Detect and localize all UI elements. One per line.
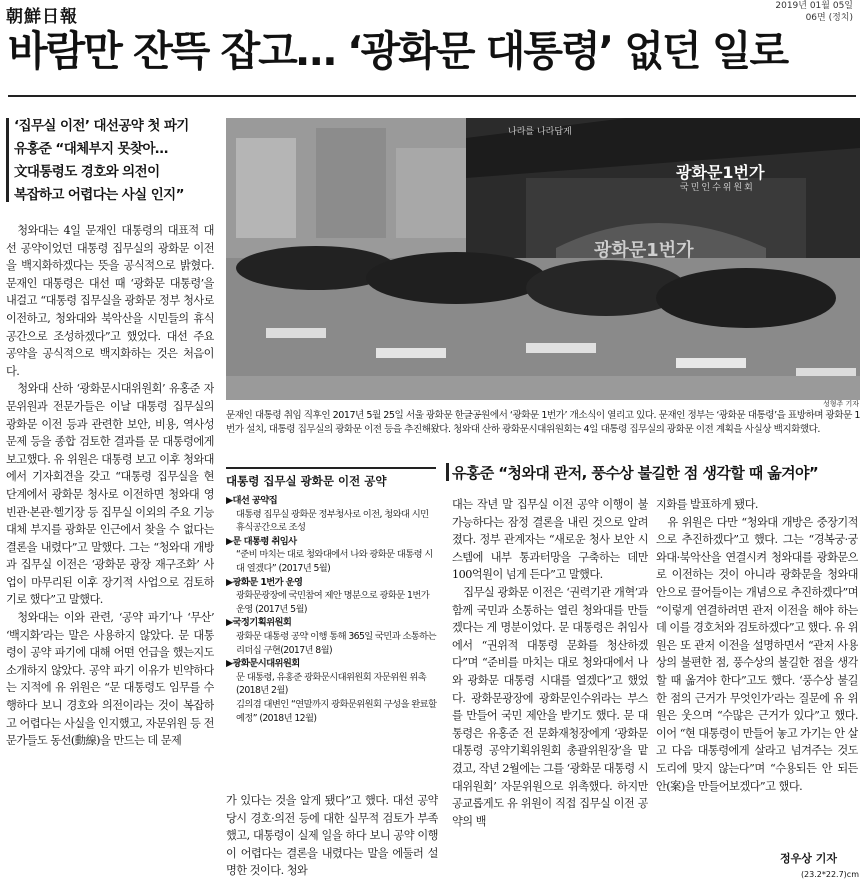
paragraph: 가 있다는 것을 알게 됐다”고 했다. 대선 공약 당시 경호·의전 등에 대한 실무적 검토가 부족했고, 대통령이 실제 일을 하다 보니 공약 이행이 어렵다는 결론을 내렸다는 말을 에둘러 설명한 것이다. 청와 <box>226 794 438 878</box>
headline: 바람만 잔뜩 잡고… ‘광화문 대통령’ 없던 일로 <box>8 27 788 75</box>
timeline-heading: ▶국정기획위원회 <box>226 617 292 629</box>
article-column-2 <box>226 792 438 880</box>
subhead-line: 文대통령도 경호와 의전이 <box>14 164 160 180</box>
paragraph: 청와대는 4일 문재인 대통령의 대표적 대선 공약이었던 대통령 집무실의 광화문 이전을 백지화하겠다는 뜻을 공식적으로 밝혔다. 문재인 대통령은 대선 때 ‘광화문 대통령’을 내걸고 “대통령 집무실을 광화문 정부 청사로 이전하고, 청와대와 북악산을 시민들의 휴식 공간으로 조성하겠다”고 했었다. 대선 주요 공약을 공식적으로 백지화하는 것은 처음이다. <box>6 224 214 378</box>
byline: 정우상 기자 <box>780 852 837 865</box>
paragraph: 집무실 광화문 이전은 ‘권력기관 개혁’과 함께 국민과 소통하는 열린 청와대를 만들겠다는 게 명분이었다. 문 대통령은 취임사에서 “권위적 대통령 문화를 청산하겠다”며 “준비를 마치는 대로 청와대에서 나와 광화문 대통령 시대를 열겠다”고 했었다. 광화문광장에 광화문인수위라는 부스를 만들어 국민 제안을 받기도 했다. 문 대통령은 유홍준 전 문화재청장에게 ‘광화문대통령 공약기획위원회 총괄위원장’을 맡겼고, 작년 2월에는 그를 ‘광화문 대통령 시대위원회’ 자문위원으로 위촉했다. 하지만 공교롭게도 유 위원이 직접 집무실 이전 공약의 백 <box>452 585 648 828</box>
section-title: 유홍준 “청와대 관저, 풍수상 불길한 점 생각할 때 옮겨야” <box>452 464 819 482</box>
timeline-detail: 김의겸 대변인 “연말까지 광화문위원회 구성을 완료할 예정” (2018년 12월) <box>236 698 437 724</box>
page-number: 06면 (정치) <box>805 13 853 23</box>
date-info <box>775 0 853 24</box>
timeline-heading: ▶광화문시대위원회 <box>226 658 300 670</box>
event-photo <box>226 118 860 400</box>
paragraph: 지화를 발표하게 됐다. <box>656 498 758 511</box>
headline-rule <box>8 95 856 97</box>
banner-subtitle: 국민인수위원회 <box>680 183 755 193</box>
subhead-line: 복잡하고 어렵다는 사실 인지” <box>14 187 184 203</box>
timeline-detail: “준비 마치는 대로 청와대에서 나와 광화문 대통령 시대 열겠다” (2017년 5월) <box>236 549 433 574</box>
timeline-heading: ▶문 대통령 취임사 <box>226 535 297 547</box>
paragraph: 대는 작년 말 집무실 이전 공약 이행이 불가능하다는 잠정 결론을 내린 것으로 알려졌다. 정부 관계자는 “새로운 청사 보안 시스템에 내부 통과터망을 구축하는 데만 100억원이 넘게 든다”고 말했다. <box>452 498 648 582</box>
article-column-3 <box>452 496 648 880</box>
timeline-detail: 광화문광장에 국민참여 제안 명분으로 광화문 1번가 운영 (2017년 5월) <box>236 590 430 615</box>
timeline-heading: ▶광화문 1번가 운영 <box>226 576 303 588</box>
timeline-heading: ▶대선 공약집 <box>226 495 278 506</box>
paragraph: 청와대 산하 ‘광화문시대위원회’ 유홍준 자문위원과 전문가들은 이날 대통령 집무실의 광화문 이전 등과 관련한 보안, 비용, 역사성 문제 등을 종합 검토한 결과를 문 대통령에게 보고했다. 유 위원은 대통령 보고 이후 청와대에서 기자회견을 갖고 “대통령 집무실을 현 단계에서 광화문 청사로 이전하면 청와대 영빈관·본관·헬기장 등 집무실 이외의 주요 기능 대체 부지를 광화문 인근에서 찾을 수 없다는 결론을 내렸다”고 말했다. 그는 “청와대 개방과 집무실 이전은 ‘광화문 광장 재구조화’ 사업이 마무리된 이후 장기적 사업으로 검토하기로 했다”고 말했다. <box>6 382 214 607</box>
subhead-line: 유홍준 “대체부지 못찾아… <box>14 141 168 157</box>
section-bar <box>446 463 449 481</box>
clipping-size: (23.2*22.7)cm <box>800 870 859 879</box>
timeline-box <box>226 494 438 725</box>
issue-date: 2019년 01월 05일 <box>775 1 853 11</box>
banner-title: 광화문1번가 <box>676 163 765 182</box>
subhead <box>14 115 219 207</box>
timeline-item <box>226 535 438 576</box>
article-column-4 <box>656 496 858 848</box>
timeline-detail: 광화문 대통령 공약 이행 통해 365일 국민과 소통하는 리더십 구현(2017년 8월) <box>236 630 437 656</box>
article-column-1 <box>6 222 214 880</box>
timeline-item <box>226 616 438 657</box>
timeline-box-title: 대통령 집무실 광화문 이전 공약 <box>226 474 387 488</box>
timeline-item <box>226 698 438 725</box>
timeline-item <box>226 494 438 535</box>
timeline-item <box>226 576 438 617</box>
banner-slogan: 나라를 나라답게 <box>508 127 572 137</box>
photo-illustration <box>226 118 860 400</box>
box-top-rule <box>226 467 436 469</box>
stage-sign: 광화문1번가 <box>594 240 694 261</box>
paragraph: 유 위원은 다만 “청와대 개방은 중장기적으로 추진하겠다”고 했다. 그는 “경복궁·궁와대·북악산을 연결시켜 청와대를 광화문으로 이전하는 것이 아니라 광화문을 청와대 안으로 끌어들이는 개념으로 추진하겠다”며 “이렇게 연결하려면 관저 이전을 해야 하는데 이를 경호처와 검토하겠다”고 했다. 유 위원은 또 관저 이전을 설명하면서 “관저 사용상의 불편한 점, 풍수상의 불길한 점을 생각할 때 옮겨야 한다”고도 했다. ‘풍수상 불길한 점의 근거가 무엇인가’라는 질문에 유 위원은 웃으며 “수많은 근거가 있다”고 했다. 이어 “현 대통령이 만들어 놓고 가기는 안 살고 다음 대통령에게 살라고 넘겨주는 것도 도리에 맞지 않는다”며 “수용되든 안 되든 안(案)을 만들어보겠다”고 했다. <box>656 515 858 793</box>
timeline-detail: 대통령 집무실 광화문 정부청사로 이전, 청와대 시민 휴식공간으로 조성 <box>236 508 429 534</box>
subhead-line: ‘집무실 이전’ 대선공약 첫 파기 <box>14 118 189 134</box>
paragraph: 청와대는 이와 관련, ‘공약 파기’나 ‘무산’ ‘백지화’라는 말은 사용하지 않았다. 문 대통령이 공약 파기에 대해 어떤 언급을 했는지도 소개하지 않았다. 공약 파기 이유가 빈약하다는 지적에 유 위원은 “문 대통령도 임무를 수행하다 보니 경호와 의전이라는 것이 복잡하고 어렵다는 사실을 인지했고, 자문위원 등 전문가들도 동선(動線)을 만드는 데 문제 <box>6 611 214 748</box>
photo-credit: 성형주 기자 <box>822 400 859 408</box>
timeline-item <box>226 657 438 698</box>
subhead-bar <box>6 118 9 202</box>
photo-caption: 문재인 대통령 취임 직후인 2017년 5월 25일 서울 광화문 한글공원에서 ‘광화문 1번가’ 개소식이 열리고 있다. 문재인 정부는 ‘광화문 대통령’을 표방하며 광화문 1번가 설치, 대통령 집무실의 광화문 이전 등을 추진해왔다. 청와대 산하 광화문시대위원회는 4일 대통령 집무실의 광화문 이전 계획을 사실상 백지화했다. <box>226 410 861 435</box>
timeline-detail: 문 대통령, 유홍준 광화문시대위원회 자문위원 위촉(2018년 2월) <box>236 671 427 697</box>
newspaper-masthead: 朝鮮日報 <box>6 7 78 27</box>
